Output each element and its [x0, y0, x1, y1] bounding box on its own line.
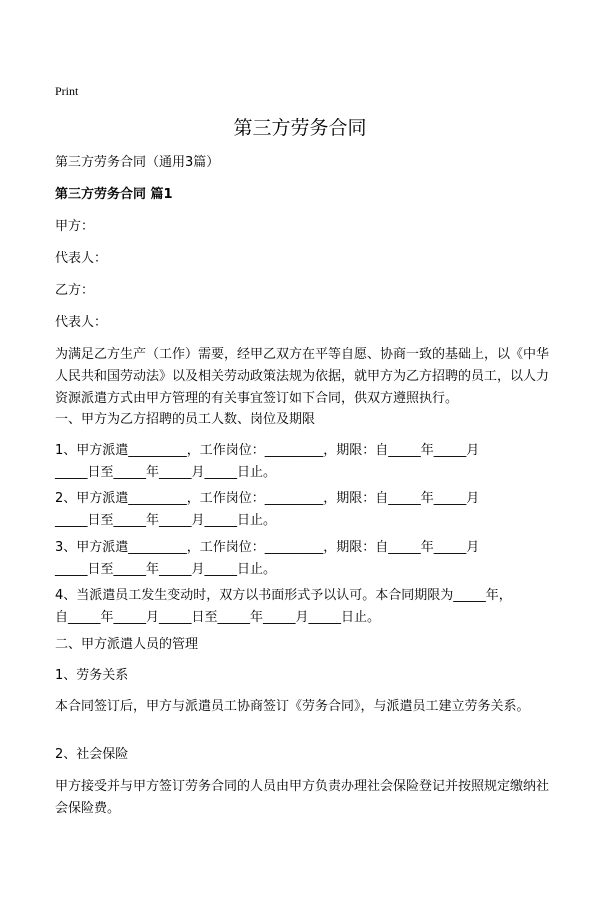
sub2-heading: 2、社会保险 — [55, 747, 129, 762]
section-heading: 第三方劳务合同 篇1 — [55, 187, 173, 202]
preamble-paragraph: 为满足乙方生产（工作）需要，经甲乙双方在平等自愿、协商一致的基础上，以《中华人民共和国劳动法》以及相关劳动政策法规为依据，就甲方为乙方招聘的员工，以人力资源派遣方式由甲方管理的有关事宜签订如下合同，供双方遵照执行。 — [55, 347, 550, 406]
document-title: 第三方劳务合同 — [233, 117, 367, 139]
item1-line2: _____日至_____年_____月_____日止。 — [55, 465, 277, 480]
rep-b-label: 代表人： — [55, 315, 108, 330]
item1-line1: 1、甲方派遣_________，工作岗位：_________，期限：自_____年_____月 — [55, 443, 480, 458]
rep-a-label: 代表人： — [55, 251, 108, 266]
clause2-heading: 二、甲方派遣人员的管理 — [55, 637, 199, 652]
party-b-label: 乙方： — [55, 283, 95, 298]
print-label[interactable]: Print — [55, 84, 79, 98]
sub1-paragraph: 本合同签订后，甲方与派遣员工协商签订《劳务合同》，与派遣员工建立劳务关系。 — [55, 699, 530, 714]
sub2-paragraph: 甲方接受并与甲方签订劳务合同的人员由甲方负责办理社会保险登记并按照规定缴纳社会保险费。 — [55, 779, 550, 816]
item2-line2: _____日至_____年_____月_____日止。 — [55, 513, 277, 528]
item4-line2: 自_____年_____月_____日至_____年_____月_____日止。 — [55, 610, 381, 625]
item3-line1: 3、甲方派遣_________，工作岗位：_________，期限：自_____年_____月 — [55, 540, 480, 555]
sub1-heading: 1、劳务关系 — [55, 668, 129, 683]
item2-line1: 2、甲方派遣_________，工作岗位：_________，期限：自_____年_____月 — [55, 491, 480, 506]
party-a-label: 甲方： — [55, 219, 95, 234]
clause1-heading: 一、甲方为乙方招聘的员工人数、岗位及期限 — [55, 412, 316, 427]
document-subtitle: 第三方劳务合同（通用3篇） — [55, 155, 220, 170]
item3-line2: _____日至_____年_____月_____日止。 — [55, 562, 277, 577]
item4-line1: 4、当派遣员工发生变动时，双方以书面形式予以认可。本合同期限为_____年， — [55, 588, 512, 603]
